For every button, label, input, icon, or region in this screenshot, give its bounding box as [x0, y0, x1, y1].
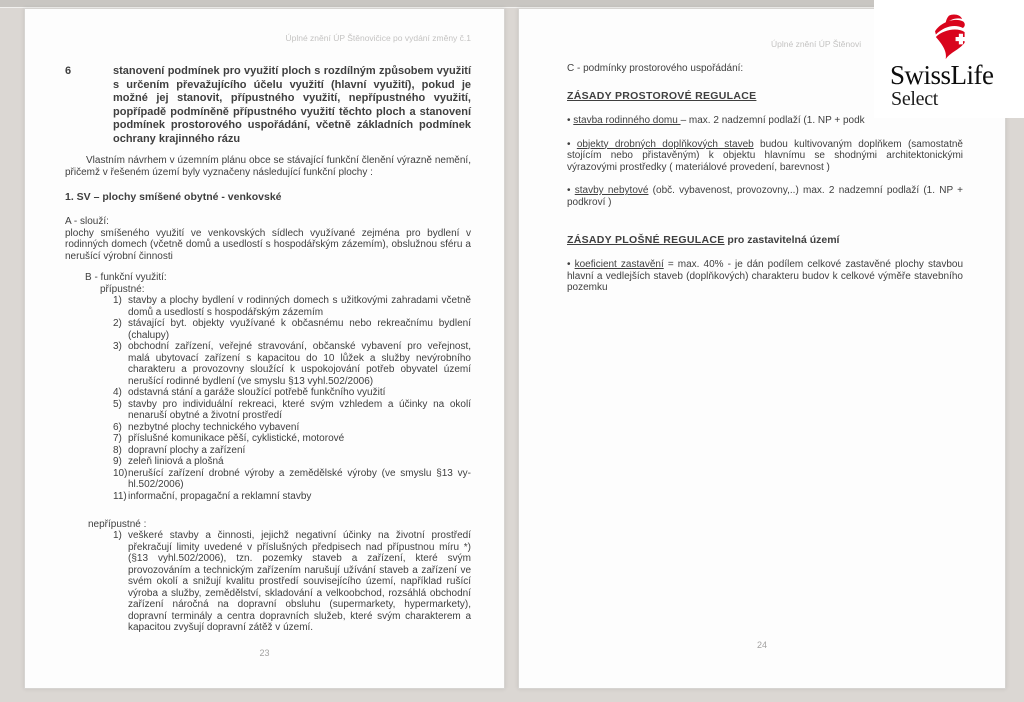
list-item-number: 3) — [113, 341, 122, 352]
bullet-text: (obč. vybavenost, provozovny,..) max. 2 nadzemní podlaží (1. NP + podkroví ) — [567, 185, 963, 208]
b-label: B - funkční využití: — [85, 272, 167, 283]
list-item-number: 5) — [113, 398, 122, 410]
list-item-text: nerušící zařízení drobné výroby a zemědělské výroby (ve smyslu §13 vy-hl.502/2006) — [128, 467, 471, 490]
section-6 — [65, 65, 471, 146]
list-item — [113, 422, 471, 434]
bullet-lead: stavby nebytové — [574, 185, 649, 196]
not-permitted-list — [113, 530, 471, 634]
permitted-label: přípustné: — [100, 283, 145, 295]
list-item-text: odstavná stání a garáže sloužící potřebě funkčního využití — [128, 387, 386, 398]
list-item-number: 6) — [113, 421, 122, 433]
running-header: Úplné znění ÚP Štěnovičice po vydání změny č.1 — [285, 33, 471, 43]
list-item-text: dopravní plochy a zařízení — [128, 444, 246, 456]
brand-name: SwissLife — [890, 60, 994, 90]
section-title: stanovení podmínek pro využití ploch s rozdílným způsobem využití s určením převažujícího účelu využití (hlavní využití), pokud je možné jej stanovit, přípustného využití, nepřípustného využití, popřípadě podmíněně přípustného využití těchto ploch a stanovení podmínek prostorového uspořádání, včetně základních podmínek ochrany krajinného rázu — [113, 65, 471, 145]
section-number: 6 — [65, 65, 72, 77]
page-number: 23 — [259, 648, 270, 658]
bullet-lead: koeficient zastavění — [574, 259, 664, 270]
list-item-text: zeleň liniová a plošná — [128, 456, 224, 467]
list-item — [113, 456, 471, 468]
list-item — [113, 491, 471, 503]
spatial-regulation-heading: ZÁSADY PROSTOROVÉ REGULACE — [567, 90, 757, 102]
bullet-lead: objekty drobných doplňkových staveb — [576, 138, 754, 150]
bullet-text: – max. 2 nadzemní podlaží (1. NP + podk — [680, 115, 865, 126]
a-label: A - slouží: — [65, 216, 109, 227]
list-item-number: 1) — [113, 295, 122, 306]
document-page-left — [24, 8, 505, 689]
bullet-text: budou kultivovaným doplňkem (samostatně stojícím nebo přistavěným) k objektu hlavnímu se shodnými architektonickými výrazovými prostředky ( materiálové provedení, barevnost ) — [567, 138, 963, 173]
logo-overlay — [874, 0, 1024, 118]
list-item-text: stavby pro individuální rekreaci, které svým vzhledem a účinky na okolí nenaruší obytné a životní prostředí — [128, 398, 471, 421]
permitted-list — [113, 295, 471, 502]
window-top-strip — [0, 0, 1024, 8]
running-header: Úplné znění ÚP Štěnovi — [771, 39, 862, 49]
intro-paragraph: Vlastním návrhem v územním plánu obce se stávající funkční členění výrazně nemění, přičemž v řešeném území byly vyznačeny následující funkční plochy : — [65, 155, 471, 178]
spatial-bullet-list — [567, 115, 963, 208]
bullet-item — [567, 259, 963, 294]
list-item — [113, 341, 471, 387]
list-item — [113, 530, 471, 634]
list-item-text: stávající byt. objekty využívané k občasnému nebo rekreačnímu bydlení (chalupy) — [128, 318, 471, 341]
a-text: plochy smíšeného využití ve venkovských sídlech využívané zejména pro bydlení v rodinných domech (včetně domů a usedlostí s hospodářským zázemím), obslužnou sféru a nerušící výrobní činnosti — [65, 227, 471, 262]
list-item — [113, 468, 471, 491]
list-item-text: informační, propagační a reklamní stavby — [128, 490, 312, 502]
list-item-text: obchodní zařízení, veřejné stravování, občanské vybavení pro veřejnost, malá ubytovací zařízení s kapacitou do 10 lůžek a služby nevýrobního charakteru a provozovny sloužící k uspokojování potřeb obyvatel území nerušící rodinné bydlení (ve smyslu §13 vyhl.502/2006) — [128, 341, 471, 387]
list-item-number: 1) — [113, 530, 122, 541]
page-number: 24 — [756, 640, 767, 650]
list-item — [113, 318, 471, 341]
list-item-text: příslušné komunikace pěší, cyklistické, motorové — [128, 433, 345, 444]
list-item-number: 7) — [113, 433, 122, 444]
list-item-number: 2) — [113, 318, 122, 329]
heading-sv: 1. SV – plochy smíšené obytné - venkovské — [65, 191, 282, 203]
list-item — [113, 387, 471, 399]
plane-regulation-heading: ZÁSADY PLOŠNÉ REGULACE pro zastavitelná území — [567, 234, 840, 246]
bullet-lead: stavba rodinného domu — [573, 115, 681, 126]
list-item — [113, 399, 471, 422]
swisslife-flame-icon — [923, 14, 975, 60]
brand-subtitle: Select — [891, 88, 939, 110]
plane-bullet-list — [567, 259, 963, 294]
list-item-number: 8) — [113, 444, 122, 456]
bullet-text: = max. 40% - je dán podílem celkové zastavěné plochy stavbou hlavní a vedlejších staveb (doplňkových) charakteru budov k celkové výměře stavebního pozemku — [567, 259, 964, 293]
c-label: C - podmínky prostorového uspořádání: — [567, 63, 744, 74]
list-item-number: 9) — [113, 456, 122, 467]
list-item — [113, 445, 471, 457]
list-item-text: stavby a plochy bydlení v rodinných domech s užitkovými zahradami včetně domů a usedlostí s hospodářským zázemím — [128, 295, 471, 318]
list-item-text: nezbytné plochy technického vybavení — [128, 421, 300, 433]
list-item — [113, 433, 471, 445]
list-item-number: 11) — [113, 490, 127, 502]
bullet-item — [567, 185, 963, 208]
list-item-text: veškeré stavby a činnosti, jejichž negativní účinky na životní prostředí překračují limity uvedené v příslušných předpisech nad přípustnou míru *) (§13 vyhl.502/2006), tzn. pozemky staveb a zařízení, které svým provozováním a technickým zařízením narušují užívání staveb a zařízení ve svém okolí a snižují kvalitu prostředí souvisejícího území, například rušící výroba a služby, zemědělství, skladování a velkoobchod, rozsáhlá obchodní zařízení náročná na dopravní obsluhu (supermarkety, hypermarkety), dopravní terminály a centra dopravních služeb, které svým charakterem a kapacitou zvyšují dopravní zátěž v území. — [128, 530, 471, 633]
list-item — [113, 295, 471, 318]
not-permitted-label: nepřípustné : — [88, 519, 147, 530]
list-item-number: 4) — [113, 387, 122, 398]
list-item-number: 10) — [113, 467, 128, 479]
bullet-item — [567, 139, 963, 174]
